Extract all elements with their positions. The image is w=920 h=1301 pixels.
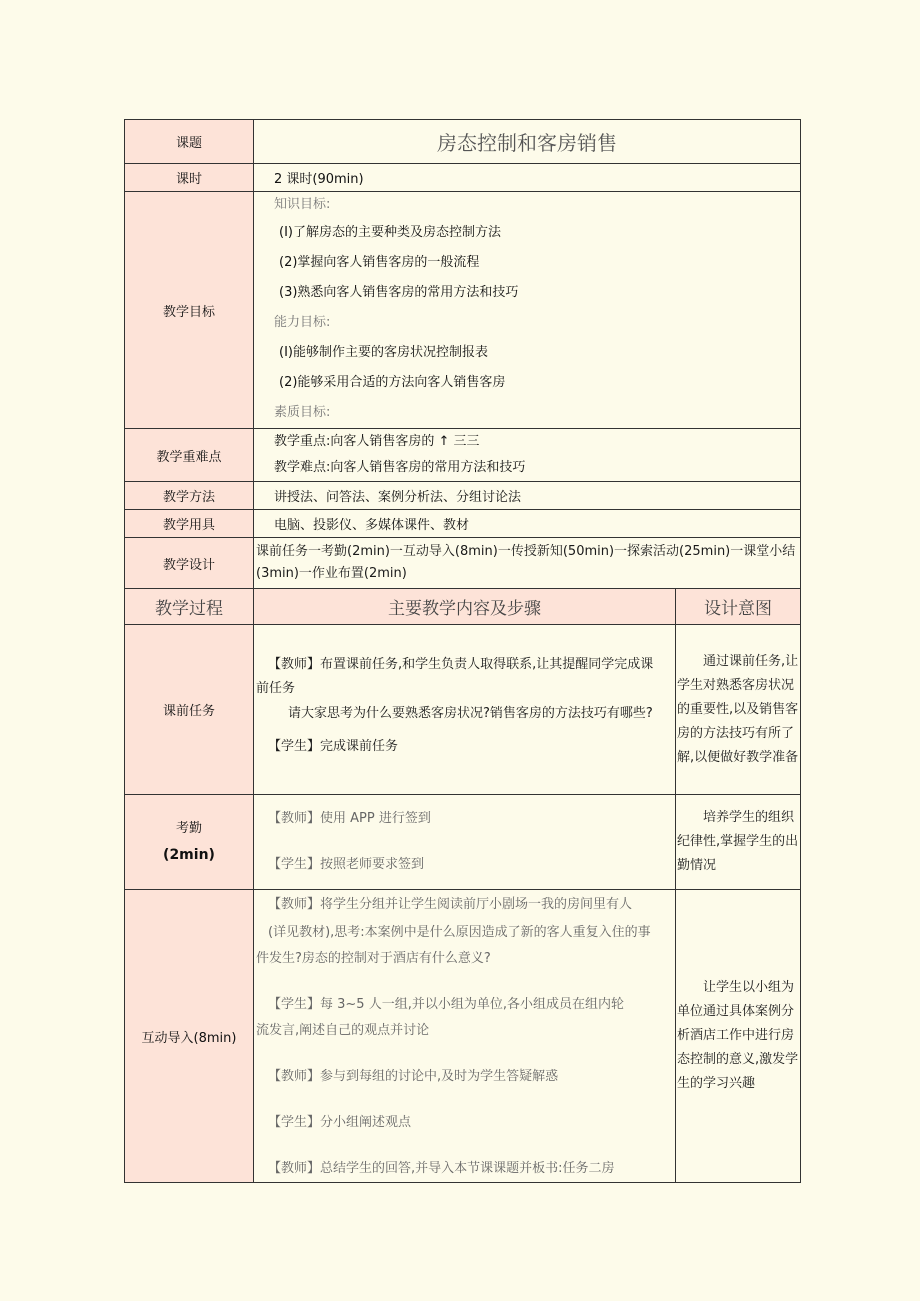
intro-student-line: 流发言,阐述自己的观点并讨论 xyxy=(256,1023,430,1038)
intro-label: 互动导入(8min) xyxy=(141,1030,237,1046)
design-line: 课前任务一考勤(2min)一互动导入(8min)一传授新知(50min)一探索活动(25min)一课堂小结 xyxy=(256,544,796,559)
knowledge-item: (3)熟悉向客人销售客房的常用方法和技巧 xyxy=(279,285,519,300)
intro-teacher-line: 件发生?房态的控制对于酒店有什么意义? xyxy=(256,951,491,966)
course-label: 课题 xyxy=(125,120,254,164)
pretask-intent xyxy=(676,625,801,795)
quality-heading: 素质目标: xyxy=(274,405,331,420)
attendance-content xyxy=(254,795,676,890)
intro-teacher-line: 【教师】将学生分组并让学生阅读前厅小剧场一我的房间里有人 xyxy=(268,897,633,912)
attendance-time: (2min) xyxy=(163,847,215,863)
key-points-label: 教学重难点 xyxy=(125,429,254,482)
row-design xyxy=(125,538,801,589)
intro-teacher-3: 【教师】总结学生的回答,并导入本节课课题并板书:任务二房 xyxy=(268,1161,615,1176)
key-points-content xyxy=(254,429,801,482)
tools-label: 教学用具 xyxy=(125,510,254,538)
intro-teacher-line: (详见教材),思考:本案例中是什么原因造成了新的客人重复入住的事 xyxy=(268,925,651,940)
pretask-student: 【学生】完成课前任务 xyxy=(268,738,399,754)
tools-value: 电脑、投影仪、多媒体课件、教材 xyxy=(254,510,801,538)
row-intro xyxy=(125,890,801,1183)
pretask-label: 课前任务 xyxy=(125,625,254,795)
lesson-plan-table xyxy=(124,119,801,1183)
attendance-intent xyxy=(676,795,801,890)
row-pretask xyxy=(125,625,801,795)
row-key-points xyxy=(125,429,801,482)
intro-content xyxy=(254,890,676,1183)
ability-heading: 能力目标: xyxy=(274,315,331,330)
row-attendance xyxy=(125,795,801,890)
hours-value: 2 课时(90min) xyxy=(254,164,801,192)
design-label: 教学设计 xyxy=(125,538,254,589)
ability-item: (I)能够制作主要的客房状况控制报表 xyxy=(279,345,488,360)
row-objectives xyxy=(125,192,801,429)
intro-student-2: 【学生】分小组阐述观点 xyxy=(268,1115,412,1130)
pretask-teacher-line: 【教师】布置课前任务,和学生负责人取得联系,让其提醒同学完成课 xyxy=(268,656,654,672)
intro-student-line: 【学生】每 3~5 人一组,并以小组为单位,各小组成员在组内轮 xyxy=(268,997,624,1012)
row-process-header xyxy=(125,589,801,625)
attendance-student: 【学生】按照老师要求签到 xyxy=(268,857,425,872)
key-focus-text: 教学重点:向客人销售客房的 ↑ 三三 xyxy=(274,434,480,449)
knowledge-item: (2)掌握向客人销售客房的一般流程 xyxy=(279,255,480,270)
intro-label-cell xyxy=(125,890,254,1183)
pretask-question: 请大家思考为什么要熟悉客房状况?销售客房的方法技巧有哪些? xyxy=(288,705,653,721)
row-tools xyxy=(125,510,801,538)
attendance-teacher: 【教师】使用 APP 进行签到 xyxy=(268,811,431,826)
row-course xyxy=(125,120,801,164)
pretask-intent-text: 通过课前任务,让学生对熟悉客房状况的重要性,以及销售客房的方法技巧有所了解,以便做好教学准备 xyxy=(677,653,799,765)
knowledge-heading: 知识目标: xyxy=(274,197,331,212)
attendance-intent-text: 培养学生的组织纪律性,掌握学生的出勤情况 xyxy=(677,810,799,873)
pretask-teacher-line: 前任务 xyxy=(256,680,296,696)
attendance-label-cell xyxy=(125,795,254,890)
attendance-label: 考勤 xyxy=(175,821,202,836)
process-header-content: 主要教学内容及步骤 xyxy=(254,589,676,625)
ability-item: (2)能够采用合适的方法向客人销售客房 xyxy=(279,375,506,390)
pretask-content xyxy=(254,625,676,795)
design-line: (3min)一作业布置(2min) xyxy=(256,566,407,581)
row-hours xyxy=(125,164,801,192)
process-header-intent: 设计意图 xyxy=(676,589,801,625)
methods-label: 教学方法 xyxy=(125,482,254,510)
intro-intent-text: 让学生以小组为单位通过具体案例分析酒店工作中进行房态控制的意义,激发学生的学习兴趣 xyxy=(677,980,799,1091)
intro-teacher-2: 【教师】参与到每组的讨论中,及时为学生答疑解惑 xyxy=(268,1069,559,1084)
hours-label: 课时 xyxy=(125,164,254,192)
objectives-content xyxy=(254,192,801,429)
lesson-plan xyxy=(124,119,800,1183)
key-difficulty: 教学难点:向客人销售客房的常用方法和技巧 xyxy=(274,460,526,475)
course-title: 房态控制和客房销售 xyxy=(254,120,801,164)
objectives-label: 教学目标 xyxy=(125,192,254,429)
methods-value: 讲授法、问答法、案例分析法、分组讨论法 xyxy=(254,482,801,510)
row-methods xyxy=(125,482,801,510)
process-header-step: 教学过程 xyxy=(125,589,254,625)
intro-intent xyxy=(676,890,801,1183)
key-focus xyxy=(274,429,800,455)
design-content xyxy=(254,538,801,589)
knowledge-item: (I)了解房态的主要种类及房态控制方法 xyxy=(279,225,501,240)
